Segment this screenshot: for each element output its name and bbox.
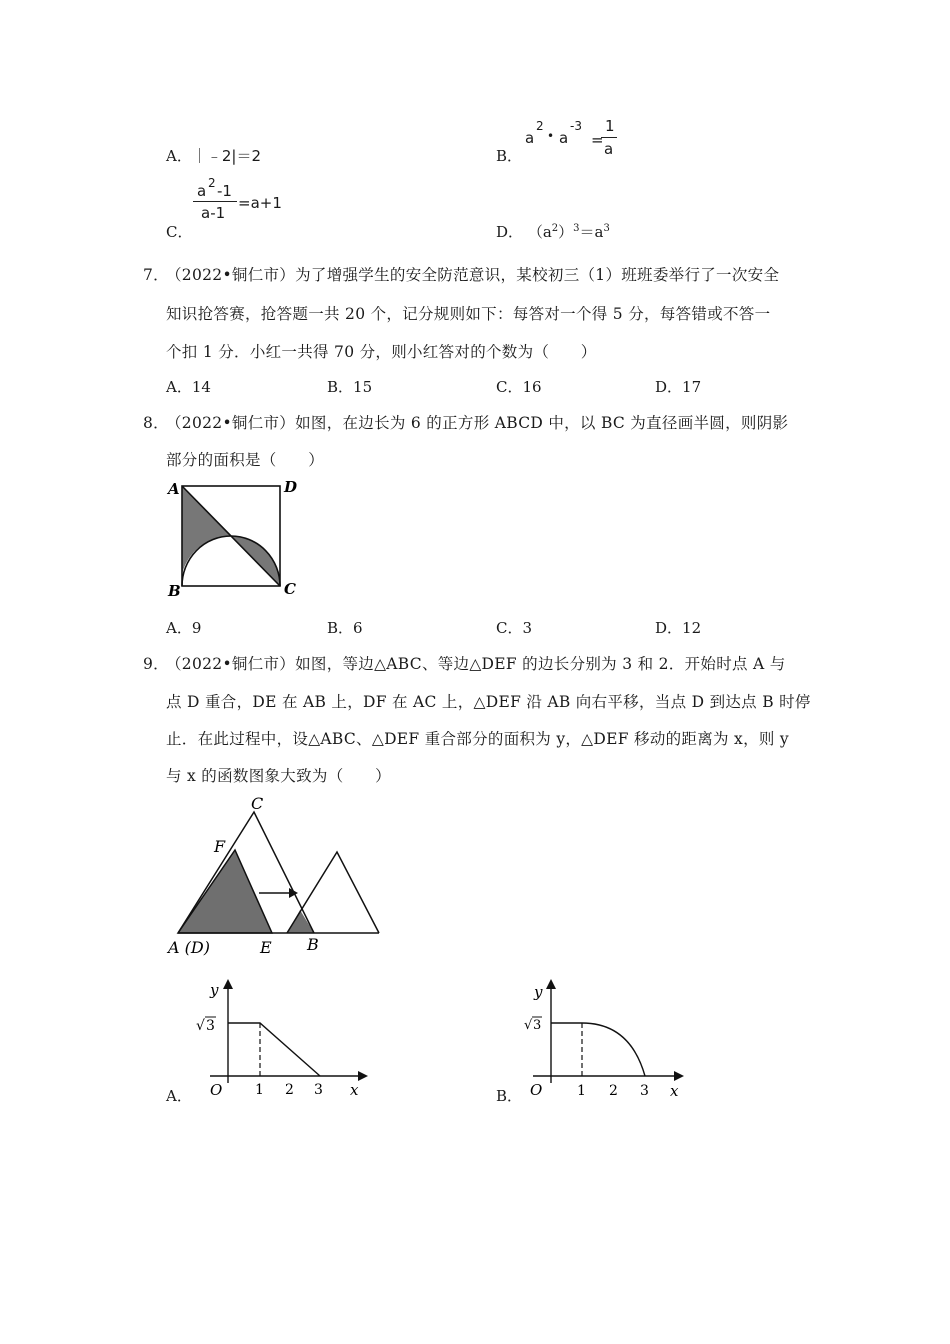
base-a: a [559, 129, 569, 147]
equals-rhs: ＝a [579, 223, 604, 241]
option-label: D． [496, 223, 524, 241]
sqrt-symbol: √ [196, 1018, 205, 1034]
q9-stem-line-2: 点 D 重合，DE 在 AB 上，DF 在 AC 上，△DEF 沿 AB 向右平移，当点 D 到达点 B 时停 [166, 693, 811, 711]
option-label: B． [327, 619, 354, 637]
q8-stem-line-1: （2022•铜仁市）如图，在边长为 6 的正方形 ABCD 中，以 BC 为直径画半圆，则阴影 [166, 414, 789, 432]
graph-a-curve [228, 1023, 320, 1076]
q9-option-a-label: A． [166, 1087, 192, 1105]
sqrt3-value: 3 [206, 1018, 215, 1034]
q9-triangles-figure [160, 790, 390, 960]
base-a: a [525, 129, 535, 147]
sqrt3-value: 3 [533, 1018, 542, 1033]
q7-option-a [166, 376, 211, 397]
numerator-exponent: 2 [208, 176, 216, 190]
denominator: a-1 [201, 204, 226, 222]
vertex-label-c: C [284, 580, 296, 598]
option-a-expression: ｜﹣2|＝2 [191, 147, 261, 165]
q7-option-d [655, 376, 701, 397]
option-label: C． [496, 619, 523, 637]
outer-exponent: 3 [573, 223, 580, 234]
fraction-bar [193, 201, 237, 202]
q8-option-c [496, 617, 532, 638]
q9-graph-a [190, 975, 375, 1100]
q8-number: 8． [143, 414, 169, 432]
option-label: A． [166, 147, 192, 165]
q7-number: 7． [143, 266, 169, 284]
vertex-label-d: D [284, 478, 298, 496]
y-axis-label: y [210, 981, 219, 999]
option-value: 15 [353, 378, 373, 396]
q8-square-figure [160, 474, 310, 604]
q7-stem-line-3: 个扣 1 分．小红一共得 70 分，则小红答对的个数为（ ） [166, 343, 597, 361]
paren-open: （a [527, 223, 552, 241]
vertex-label-a-d: A (D) [168, 938, 210, 957]
option-label: A． [166, 378, 192, 396]
vertex-label-b: B [168, 582, 181, 600]
sqrt-symbol: √ [524, 1018, 533, 1033]
tick-label-3: 3 [640, 1083, 649, 1099]
shaded-overlap-region [287, 910, 314, 933]
option-value: 3 [522, 619, 533, 637]
option-value: 6 [353, 619, 363, 637]
paren-close: ） [558, 223, 574, 241]
q9-stem-line-1: （2022•铜仁市）如图，等边△ABC、等边△DEF 的边长分别为 3 和 2．开始时点 A 与 [166, 655, 786, 673]
q9-option-b-label: B． [496, 1087, 523, 1105]
origin-label: O [210, 1081, 223, 1099]
q6-option-b-expression [525, 117, 625, 162]
exponent: 2 [536, 119, 544, 133]
right-hand-side: =a+1 [238, 194, 282, 212]
graph-b-curve [551, 1023, 645, 1076]
dot-operator: • [547, 129, 555, 143]
shaded-triangle-def [178, 850, 272, 933]
q6-option-c-label: C． [166, 223, 193, 241]
tick-label-2: 2 [609, 1083, 618, 1099]
option-label: B． [327, 378, 354, 396]
q6-option-d [496, 221, 610, 242]
vertex-label-b: B [307, 935, 319, 954]
option-value: 17 [682, 378, 702, 396]
q8-option-a [166, 617, 201, 638]
y-axis-arrow [223, 979, 233, 989]
option-label: A． [166, 619, 192, 637]
q6-option-a [166, 145, 261, 166]
numerator-tail: -1 [217, 182, 232, 200]
option-value: 12 [682, 619, 702, 637]
vertex-label-c: C [251, 794, 264, 813]
q7-option-b [327, 376, 372, 397]
inner-exponent: 2 [551, 223, 559, 234]
q9-stem-line-4: 与 x 的函数图象大致为（ ） [166, 767, 391, 785]
tick-label-3: 3 [314, 1082, 323, 1098]
y-axis-label: y [534, 983, 543, 1001]
vertex-label-a: A [168, 480, 180, 498]
q6-option-b-label: B． [496, 147, 523, 165]
q9-stem-line-3: 止．在此过程中，设△ABC、△DEF 重合部分的面积为 y，△DEF 移动的距离为 x，则 y [166, 730, 789, 748]
q9-number: 9． [143, 655, 169, 673]
vertex-label-e: E [260, 938, 272, 957]
rhs-exponent: 3 [603, 223, 610, 234]
option-value: 9 [191, 619, 202, 637]
numerator-base: a [197, 182, 207, 200]
option-label: C． [496, 378, 523, 396]
tick-label-2: 2 [285, 1082, 294, 1098]
q7-stem-line-2: 知识抢答赛，抢答题一共 20 个，记分规则如下：每答对一个得 5 分，每答错或不答一 [166, 305, 771, 323]
y-axis-arrow [546, 979, 556, 989]
q8-stem-line-2: 部分的面积是（ ） [166, 451, 325, 469]
x-axis-label: x [350, 1081, 359, 1099]
q6-option-c-expression [193, 176, 293, 226]
fraction-denominator: a [604, 140, 614, 158]
exponent: -3 [570, 119, 582, 133]
q8-option-b [327, 617, 363, 638]
q7-stem-line-1: （2022•铜仁市）为了增强学生的安全防范意识，某校初三（1）班班委举行了一次安全 [166, 266, 780, 284]
option-value: 16 [522, 378, 542, 396]
vertex-label-f: F [214, 837, 226, 856]
option-label: D． [655, 619, 683, 637]
fraction-numerator: 1 [605, 117, 615, 135]
tick-label-1: 1 [255, 1082, 264, 1098]
origin-label: O [530, 1081, 543, 1099]
tick-label-1: 1 [577, 1083, 586, 1099]
option-value: 14 [191, 378, 211, 396]
q8-option-d [655, 617, 701, 638]
fraction-bar [601, 137, 617, 138]
q7-option-c [496, 376, 542, 397]
x-axis-label: x [670, 1082, 679, 1100]
x-axis-arrow [358, 1071, 368, 1081]
option-label: D． [655, 378, 683, 396]
x-axis-arrow [674, 1071, 684, 1081]
equals: = [591, 131, 604, 149]
q9-graph-b [518, 975, 703, 1100]
